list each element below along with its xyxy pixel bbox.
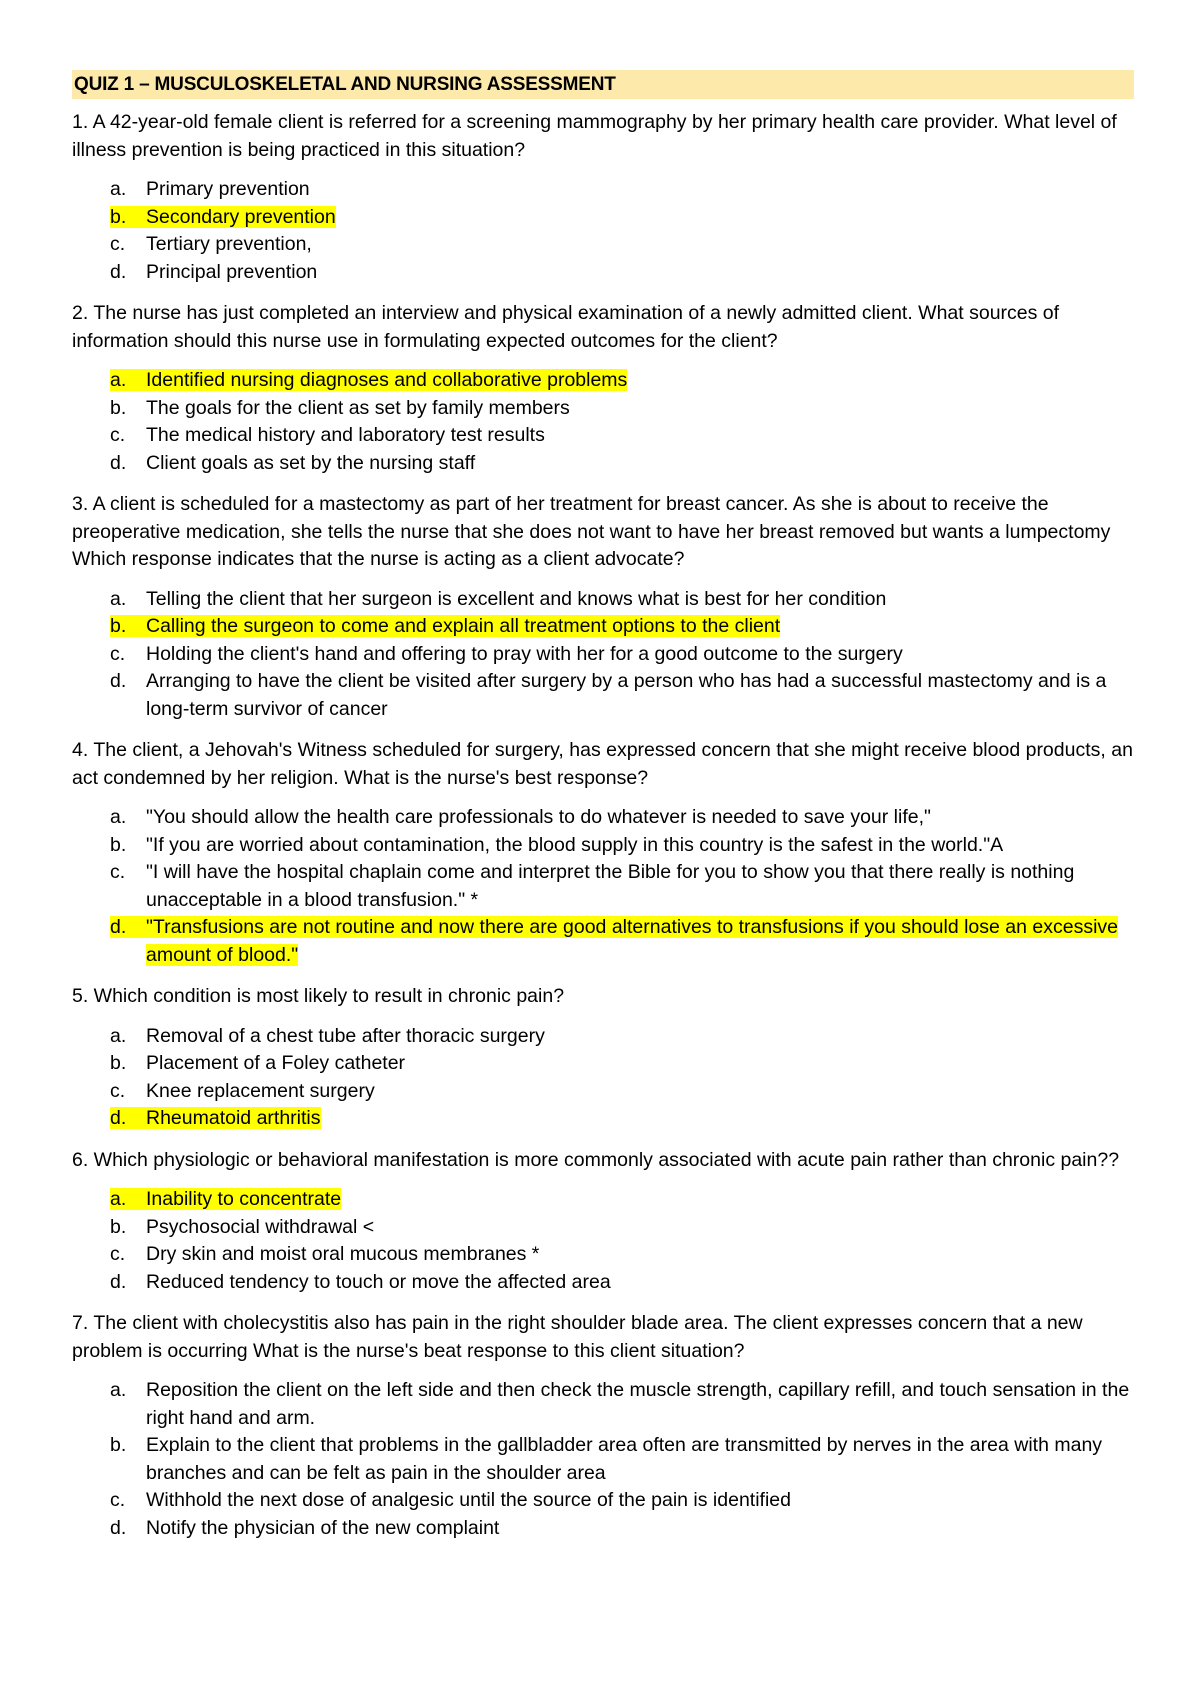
- option-letter: c.: [110, 642, 126, 665]
- option-text-wrap: [146, 1078, 1134, 1106]
- option-text-wrap: [146, 422, 1134, 450]
- answer-option: [72, 1487, 1134, 1515]
- option-letter: [72, 367, 146, 395]
- option-letter: d.: [110, 1270, 127, 1293]
- answer-option: [72, 586, 1134, 614]
- answer-option: [72, 641, 1134, 669]
- question-3: [72, 491, 1134, 723]
- option-letter: c.: [110, 233, 126, 255]
- option-letter: [72, 1105, 146, 1133]
- option-text-wrap: [146, 231, 1134, 259]
- option-text-wrap: [146, 1487, 1134, 1515]
- option-list: [72, 176, 1134, 286]
- option-text-wrap: [146, 1186, 1134, 1214]
- option-text-wrap: [146, 1050, 1134, 1078]
- option-list: [72, 804, 1134, 969]
- option-text: Principal prevention: [146, 260, 318, 283]
- question-text: 4. The client, a Jehovah's Witness scheduled for surgery, has expressed concern that she might receive blood products, an act condemned by her religion. What is the nurse's best response?: [72, 739, 1133, 789]
- answer-option-correct: [72, 914, 1134, 969]
- option-text: Explain to the client that problems in the gallbladder area often are transmitted by nerves in the area with many branches and can be felt as pain in the shoulder area: [146, 1434, 1103, 1484]
- question-text: 6. Which physiologic or behavioral manifestation is more commonly associated with acute pain rather than chronic pain??: [72, 1148, 1120, 1171]
- option-text-wrap: [146, 804, 1134, 832]
- option-letter: [72, 613, 146, 641]
- question-text: 3. A client is scheduled for a mastectomy as part of her treatment for breast cancer. As she is about to receive the preoperative medication, she tells the nurse that she does not want to have her breast removed but wants a lumpectomy Which response indicates that the nurse is acting as a client advocate?: [72, 493, 1111, 570]
- option-letter: b.: [110, 396, 127, 419]
- option-text-wrap: [146, 1432, 1134, 1487]
- option-text: "Transfusions are not routine and now there are good alternatives to transfusions if you should lose an excessive amount of blood.": [146, 916, 1119, 966]
- question-2: [72, 300, 1134, 477]
- question-text: 7. The client with cholecystitis also has pain in the right shoulder blade area. The client expresses concern that a new problem is occurring What is the nurse's beat response to this client situation?: [72, 1312, 1083, 1362]
- option-letter: a.: [110, 806, 127, 828]
- option-text-wrap: [146, 613, 1134, 641]
- answer-option-correct: [72, 204, 1134, 232]
- option-letter: b.: [110, 1215, 127, 1238]
- option-text-wrap: [146, 1269, 1134, 1297]
- option-text-wrap: [146, 367, 1134, 395]
- quiz-document: [72, 70, 1134, 1556]
- option-letter-highlight: d.: [110, 916, 150, 938]
- option-text: Dry skin and moist oral mucous membranes *: [146, 1243, 540, 1265]
- option-text-wrap: [146, 668, 1134, 723]
- option-letter: d.: [110, 670, 127, 692]
- answer-option: [72, 859, 1134, 914]
- option-list: [72, 1186, 1134, 1296]
- question-text: 1. A 42-year-old female client is referred for a screening mammography by her primary health care provider. What level of illness prevention is being practiced in this situation?: [72, 111, 1117, 161]
- option-letter-highlight: a.: [110, 1188, 150, 1210]
- option-text: Secondary prevention: [146, 205, 336, 228]
- answer-option: [72, 1432, 1134, 1487]
- answer-option: [72, 1214, 1134, 1242]
- option-letter: a.: [110, 1379, 127, 1401]
- option-letter: [72, 204, 146, 232]
- option-list: [72, 367, 1134, 477]
- option-text: Client goals as set by the nursing staff: [146, 451, 476, 474]
- option-text-wrap: [146, 1023, 1134, 1051]
- option-letter: c.: [110, 1243, 126, 1265]
- option-letter-highlight: a.: [110, 369, 150, 391]
- option-text-wrap: [146, 1515, 1134, 1543]
- answer-option: [72, 832, 1134, 860]
- question-1: [72, 109, 1134, 286]
- option-letter: a.: [110, 178, 127, 200]
- option-text-wrap: [146, 832, 1134, 860]
- option-letter-highlight: d.: [110, 1107, 150, 1129]
- option-letter-highlight: b.: [110, 206, 150, 228]
- answer-option: [72, 231, 1134, 259]
- question-text: 2. The nurse has just completed an interview and physical examination of a newly admitted client. What sources of information should this nurse use in formulating expected outcomes for the client?: [72, 302, 1060, 352]
- option-text-wrap: [146, 259, 1134, 287]
- answer-option: [72, 1050, 1134, 1078]
- option-text: The medical history and laboratory test results: [146, 424, 545, 446]
- option-text: "You should allow the health care professionals to do whatever is needed to save your life,": [146, 806, 931, 828]
- option-text: Knee replacement surgery: [146, 1079, 375, 1102]
- option-text: Reduced tendency to touch or move the affected area: [146, 1270, 611, 1293]
- option-list: [72, 1023, 1134, 1133]
- option-text-wrap: [146, 641, 1134, 669]
- option-text: The goals for the client as set by family members: [146, 396, 570, 419]
- option-letter: b.: [110, 1434, 127, 1456]
- quiz-title: QUIZ 1 – MUSCULOSKELETAL AND NURSING ASSESSMENT: [74, 74, 616, 95]
- answer-option: [72, 1515, 1134, 1543]
- answer-option-correct: [72, 367, 1134, 395]
- option-text: Holding the client's hand and offering to pray with her for a good outcome to the surgery: [146, 642, 903, 665]
- option-letter: [72, 1186, 146, 1214]
- question-6: [72, 1147, 1134, 1297]
- option-text-wrap: [146, 1105, 1134, 1133]
- option-text: "I will have the hospital chaplain come and interpret the Bible for you to show you that there really is nothing unacceptable in a blood transfusion." *: [146, 861, 1075, 911]
- option-letter-highlight: b.: [110, 615, 150, 637]
- option-text: Psychosocial withdrawal <: [146, 1215, 375, 1238]
- option-letter: a.: [110, 1024, 127, 1047]
- option-letter: c.: [110, 861, 126, 883]
- answer-option: [72, 1269, 1134, 1297]
- title-highlight: [72, 70, 1134, 99]
- option-letter: d.: [110, 260, 127, 283]
- answer-option: [72, 176, 1134, 204]
- option-letter: c.: [110, 1079, 126, 1102]
- option-text: Inability to concentrate: [146, 1188, 342, 1210]
- answer-option: [72, 1023, 1134, 1051]
- option-list: [72, 586, 1134, 724]
- option-text-wrap: [146, 450, 1134, 478]
- option-text-wrap: [146, 586, 1134, 614]
- option-text-wrap: [146, 1214, 1134, 1242]
- option-letter: b.: [110, 1052, 127, 1074]
- option-list: [72, 1377, 1134, 1542]
- option-letter: d.: [110, 451, 127, 474]
- option-text-wrap: [146, 859, 1134, 914]
- option-text: Withhold the next dose of analgesic until the source of the pain is identified: [146, 1489, 791, 1511]
- option-text: Calling the surgeon to come and explain all treatment options to the client: [146, 615, 781, 637]
- answer-option: [72, 259, 1134, 287]
- option-letter: c.: [110, 1489, 126, 1511]
- option-text-wrap: [146, 1377, 1134, 1432]
- answer-option-correct: [72, 1105, 1134, 1133]
- option-text-wrap: [146, 395, 1134, 423]
- option-text: Tertiary prevention,: [146, 233, 312, 255]
- answer-option: [72, 668, 1134, 723]
- option-text: Telling the client that her surgeon is excellent and knows what is best for her condition: [146, 587, 887, 610]
- option-text: Rheumatoid arthritis: [146, 1107, 321, 1129]
- option-letter: c.: [110, 424, 126, 446]
- option-letter: a.: [110, 587, 127, 610]
- answer-option: [72, 1078, 1134, 1106]
- answer-option: [72, 422, 1134, 450]
- option-text: "If you are worried about contamination, the blood supply in this country is the safest in the world."A: [146, 833, 1004, 856]
- option-text: Identified nursing diagnoses and collaborative problems: [146, 369, 628, 391]
- question-text: 5. Which condition is most likely to result in chronic pain?: [72, 985, 565, 1007]
- answer-option: [72, 1241, 1134, 1269]
- answer-option-correct: [72, 613, 1134, 641]
- option-letter: b.: [110, 833, 127, 856]
- question-5: [72, 983, 1134, 1133]
- option-text: Arranging to have the client be visited after surgery by a person who has had a successful mastectomy and is a long-term survivor of cancer: [146, 670, 1107, 720]
- answer-option: [72, 804, 1134, 832]
- question-4: [72, 737, 1134, 969]
- option-text: Reposition the client on the left side and then check the muscle strength, capillary refill, and touch sensation in the right hand and arm.: [146, 1379, 1130, 1429]
- question-list: [72, 109, 1134, 1542]
- answer-option: [72, 395, 1134, 423]
- option-text: Placement of a Foley catheter: [146, 1052, 406, 1074]
- answer-option-correct: [72, 1186, 1134, 1214]
- question-7: [72, 1310, 1134, 1542]
- option-text-wrap: [146, 176, 1134, 204]
- option-letter: [72, 914, 146, 969]
- option-text: Removal of a chest tube after thoracic surgery: [146, 1024, 545, 1047]
- option-letter: d.: [110, 1516, 127, 1539]
- option-text: Notify the physician of the new complaint: [146, 1516, 500, 1539]
- option-text: Primary prevention: [146, 178, 310, 200]
- answer-option: [72, 450, 1134, 478]
- option-text-wrap: [146, 1241, 1134, 1269]
- answer-option: [72, 1377, 1134, 1432]
- option-text-wrap: [146, 204, 1134, 232]
- option-text-wrap: [146, 914, 1134, 969]
